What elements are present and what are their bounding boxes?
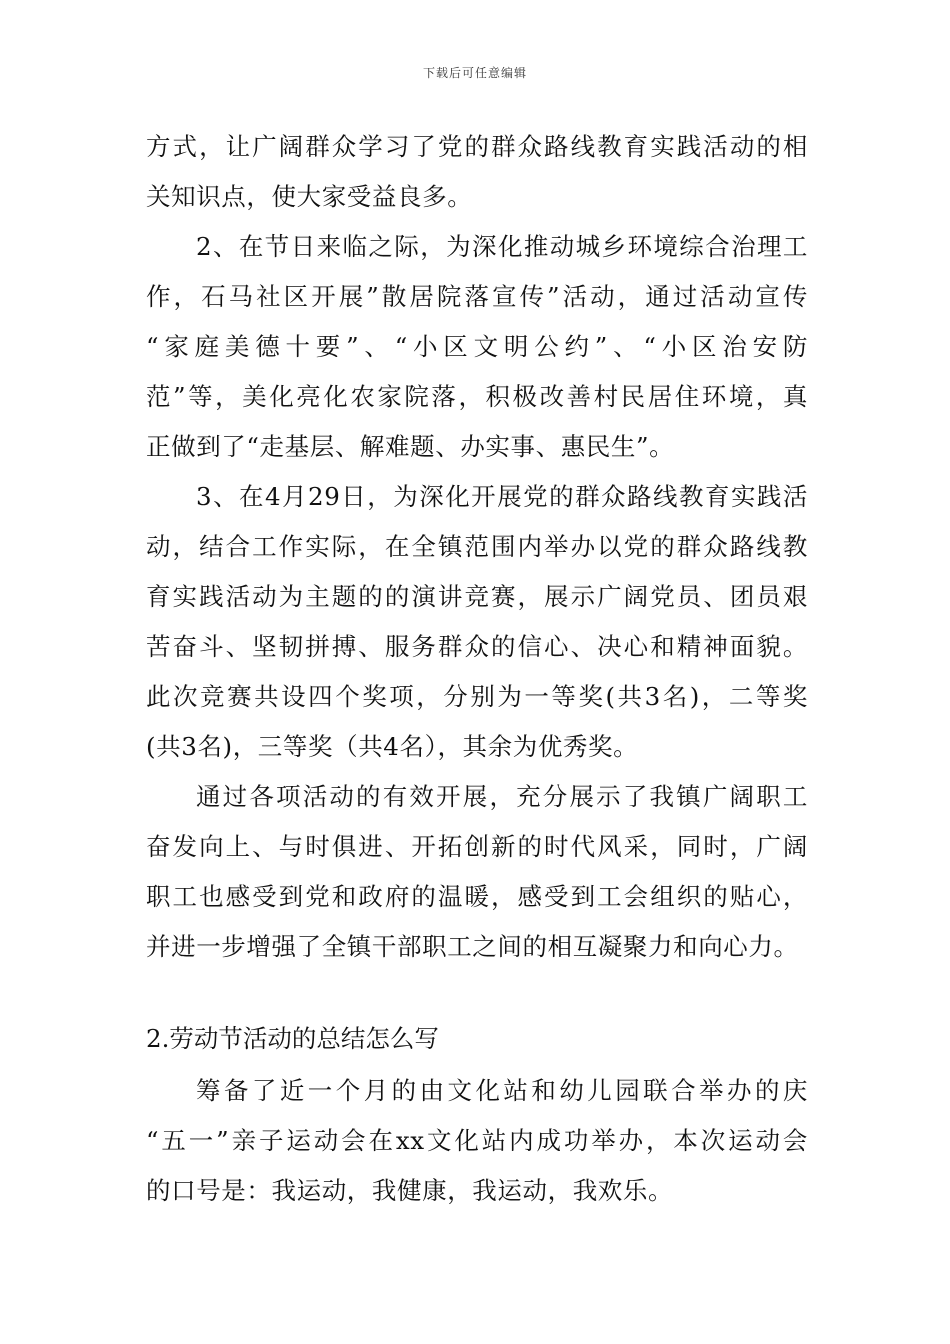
section-gap: [146, 972, 808, 1012]
text-line: (共3名)，三等奖（共4名），其余为优秀奖。: [146, 732, 639, 761]
text-line: 职工也感受到党和政府的温暖，感受到工会组织的贴心，: [146, 882, 808, 911]
section-2: [146, 1012, 808, 1216]
text-line: “家庭美德十要”、“小区文明公约”、“小区治安防: [146, 332, 808, 361]
text-line: 正做到了“走基层、解难题、办实事、惠民生”。: [146, 432, 675, 461]
paragraph-4: [146, 772, 808, 972]
text-line: 2、在节日来临之际，为深化推动城乡环境综合治理工: [196, 232, 808, 261]
paragraph-3: [146, 472, 808, 772]
section-heading: 2.劳动节活动的总结怎么写: [146, 1024, 439, 1053]
text-line: 3、在4月29日，为深化开展党的群众路线教育实践活: [196, 482, 808, 511]
text-line: 的口号是：我运动，我健康，我运动，我欢乐。: [146, 1176, 674, 1205]
text-line: 苦奋斗、坚韧拼搏、服务群众的信心、决心和精神面貌。: [146, 632, 808, 661]
text-line: 育实践活动为主题的的演讲竞赛，展示广阔党员、团员艰: [146, 582, 808, 611]
page-header: 下载后可任意编辑: [422, 66, 527, 80]
document-body: [146, 122, 808, 1216]
text-line: 动，结合工作实际，在全镇范围内举办以党的群众路线教: [146, 532, 808, 561]
text-line: 此次竞赛共设四个奖项，分别为一等奖(共3名)，二等奖: [146, 682, 808, 711]
text-line: 奋发向上、与时俱进、开拓创新的时代风采，同时，广阔: [146, 832, 808, 861]
text-line: 范”等，美化亮化农家院落，积极改善村民居住环境，真: [146, 382, 808, 411]
text-line: 筹备了近一个月的由文化站和幼儿园联合举办的庆: [196, 1076, 808, 1105]
paragraph-1: [146, 122, 808, 222]
text-line: 通过各项活动的有效开展，充分展示了我镇广阔职工: [196, 782, 808, 811]
text-line: “五一”亲子运动会在xx文化站内成功举办，本次运动会: [146, 1126, 808, 1155]
text-line: 关知识点，使大家受益良多。: [146, 182, 473, 211]
text-line: 方式，让广阔群众学习了党的群众路线教育实践活动的相: [146, 132, 808, 161]
paragraph-2: [146, 222, 808, 472]
text-line: 并进一步增强了全镇干部职工之间的相互凝聚力和向心力。: [146, 932, 799, 961]
text-line: 作，石马社区开展”散居院落宣传”活动，通过活动宣传: [146, 282, 808, 311]
